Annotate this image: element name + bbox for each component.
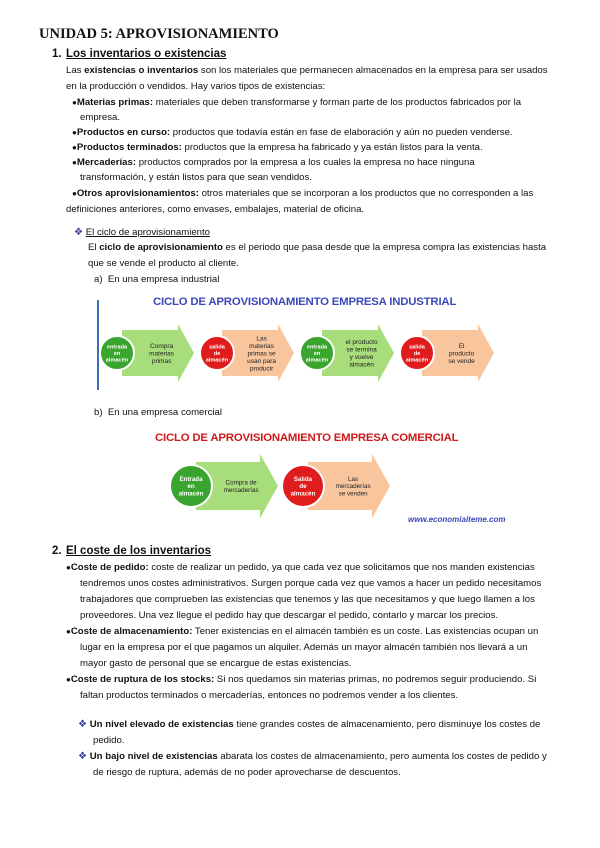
cycle-arrow-label: el producto [345, 339, 378, 347]
bullet-icon: ● [66, 675, 71, 684]
section-1-number: 1. [52, 48, 62, 60]
cycle-arrow-label: materias [149, 350, 175, 358]
cycle-arrow-label: se vende [448, 357, 475, 365]
cycle-arrow-label: producto [448, 350, 475, 358]
cycle-arrow-label: usan para [247, 357, 277, 365]
list-item: ●Mercaderías: productos comprados por la empresa a los cuales la empresa no hace ninguna [72, 157, 475, 168]
list-item-cont: empresa. [80, 112, 120, 123]
diamond-bullet-icon: ❖ [78, 751, 90, 762]
cycle-arrow-label: almacén [349, 361, 374, 369]
cycle-circle-label: en [187, 483, 195, 491]
cycle-circle-label: almacén [178, 490, 204, 498]
cycle-circle-label: en [113, 350, 121, 357]
list-item-cont: definiciones anteriores, como envases, embalajes, material de oficina. [66, 204, 365, 215]
note-item: ❖ Un bajo nivel de existencias abarata los costes de almacenamiento, pero aumenta los costes de pedido y [78, 751, 547, 762]
cycle-circle-label: de [413, 350, 421, 357]
watermark: www.economiaiteme.com [408, 515, 506, 524]
bullet-icon: ● [72, 158, 77, 167]
cycle-arrow-label: Las [348, 475, 359, 483]
bullet-icon: ● [66, 563, 71, 572]
cycle-arrow-label: se termina [346, 346, 377, 354]
note-item-cont: de riesgo de ruptura, además de no poder aprovecharse de descuentos. [93, 767, 401, 778]
industrial-chart-title: CICLO DE APROVISIONAMIENTO EMPRESA INDUSTRIAL [153, 296, 457, 308]
note-item: ❖ Un nivel elevado de existencias tiene grandes costes de almacenamiento, pero disminuye los costes de [78, 719, 541, 730]
section-2-number: 2. [52, 545, 62, 557]
cycle-arrow-label: primas se [247, 350, 276, 358]
cycle-arrow-label: producir [249, 365, 274, 373]
cycle-circle-label: Entrada [179, 475, 203, 483]
diamond-bullet-icon: ❖ [78, 719, 90, 730]
bullet-icon: ● [72, 98, 77, 107]
cycle-arrow-label: El [458, 342, 465, 350]
cycle-text-1: El ciclo de aprovisionamiento es el periodo que pasa desde que la empresa compra las existencias hasta [88, 242, 547, 253]
list-item: ●Otros aprovisionamientos: otros materiales que se incorporan a los productos que no corresponden a las [72, 188, 534, 199]
cycle-circle-label: de [299, 483, 307, 491]
cycle-arrow-label: Compra de [225, 479, 257, 487]
cycle-text-2: que se vende el producto al cliente. [88, 258, 239, 269]
section-1-heading: Los inventarios o existencias [66, 48, 227, 60]
cycle-circle-label: almacén [205, 357, 229, 364]
cost-item-cont: proveedores. Una vez llegue el pedido hay que descargar el pedido, contarlo y marcar los precios. [80, 610, 499, 621]
section-2-heading: El coste de los inventarios [66, 545, 212, 557]
cycle-arrow-label: Compra [150, 342, 174, 350]
cycle-arrow-label: mercaderías [335, 483, 371, 491]
cycle-circle-label: Salida [293, 475, 313, 483]
cost-item-cont: trabajadores que comprueben las existencias que tenemos y las que necesitamos y que luego llamen a los [80, 594, 535, 605]
cycle-circle-label: salida [209, 344, 225, 351]
list-item: ●Materias primas: materiales que deben transformarse y forman parte de los productos fabricados por la [72, 97, 522, 108]
bullet-icon: ● [72, 128, 77, 137]
note-item-cont: pedido. [93, 735, 125, 746]
cost-item-cont: lugar en la empresa por el que pagamos un alquiler. Además un mayor almacén también nos llevará a un [80, 642, 528, 653]
cycle-circle-label: almacén [105, 357, 129, 364]
cycle-arrow-label: Las [256, 335, 267, 343]
list-item-cont: transformación, y están listos para que sean vendidos. [80, 172, 312, 183]
intro-line-2: en la producción o vendidos. Hay varios tipos de existencias: [66, 81, 326, 92]
cycle-circle-label: salida [409, 344, 425, 351]
commercial-chart-title: CICLO DE APROVISIONAMIENTO EMPRESA COMERCIAL [155, 432, 459, 444]
bullet-icon: ● [66, 627, 71, 636]
cycle-circle-label: entrada [106, 344, 128, 351]
cost-item: ●Coste de ruptura de los stocks: Si nos quedamos sin materias primas, no podremos seguir produciendo. Si [66, 674, 537, 685]
cycle-arrow-label: y vuelve [349, 354, 374, 362]
cycle-arrow-label: se venden [338, 490, 368, 498]
bullet-icon: ● [72, 189, 77, 198]
intro-line-1: Las existencias o inventarios son los materiales que permanecen almacenados en la empresa para ser usados [66, 65, 548, 76]
sub-b: b) En una empresa comercial [94, 407, 222, 418]
cost-item: ●Coste de pedido: coste de realizar un pedido, ya que cada vez que solicitamos que nos manden existencias [66, 562, 535, 573]
list-item: ●Productos en curso: productos que todavía están en fase de elaboración y aún no pueden venderse. [72, 127, 513, 138]
cycle-circle-label: almacén [305, 357, 329, 364]
cost-item-cont: tendremos unos costes administrativos. Surgen porque cada vez que vamos a hacer un pedido necesitamos [80, 578, 542, 589]
cycle-circle-label: almacén [290, 490, 316, 498]
cycle-circle-label: entrada [306, 344, 328, 351]
cost-item-cont: faltan productos terminados o mercaderías, entonces no podremos vender a los clientes. [80, 690, 459, 701]
cost-item-cont: mayor gasto de personal que se encargue de estas existencias. [80, 658, 352, 669]
page-title: UNIDAD 5: APROVISIONAMIENTO [39, 26, 279, 42]
cycle-arrow-label: materias [249, 342, 275, 350]
cycle-circle-label: en [313, 350, 321, 357]
cycle-subheading: ❖ El ciclo de aprovisionamiento [74, 227, 211, 238]
cost-item: ●Coste de almacenamiento: Tener existencias en el almacén también es un coste. Las existencias ocupan un [66, 626, 539, 637]
cycle-arrow-label: primas [151, 357, 172, 365]
cycle-arrow-label: mercaderías [223, 486, 259, 494]
cycle-circle-label: de [213, 350, 221, 357]
industrial-cycle-diagram [98, 312, 508, 394]
sub-a: a) En una empresa industrial [94, 274, 220, 285]
cycle-circle-label: almacén [405, 357, 429, 364]
diamond-bullet-icon: ❖ [74, 227, 86, 238]
bullet-icon: ● [72, 143, 77, 152]
list-item: ●Productos terminados: productos que la empresa ha fabricado y ya están listos para la venta. [72, 142, 483, 153]
commercial-cycle-diagram [168, 452, 448, 522]
